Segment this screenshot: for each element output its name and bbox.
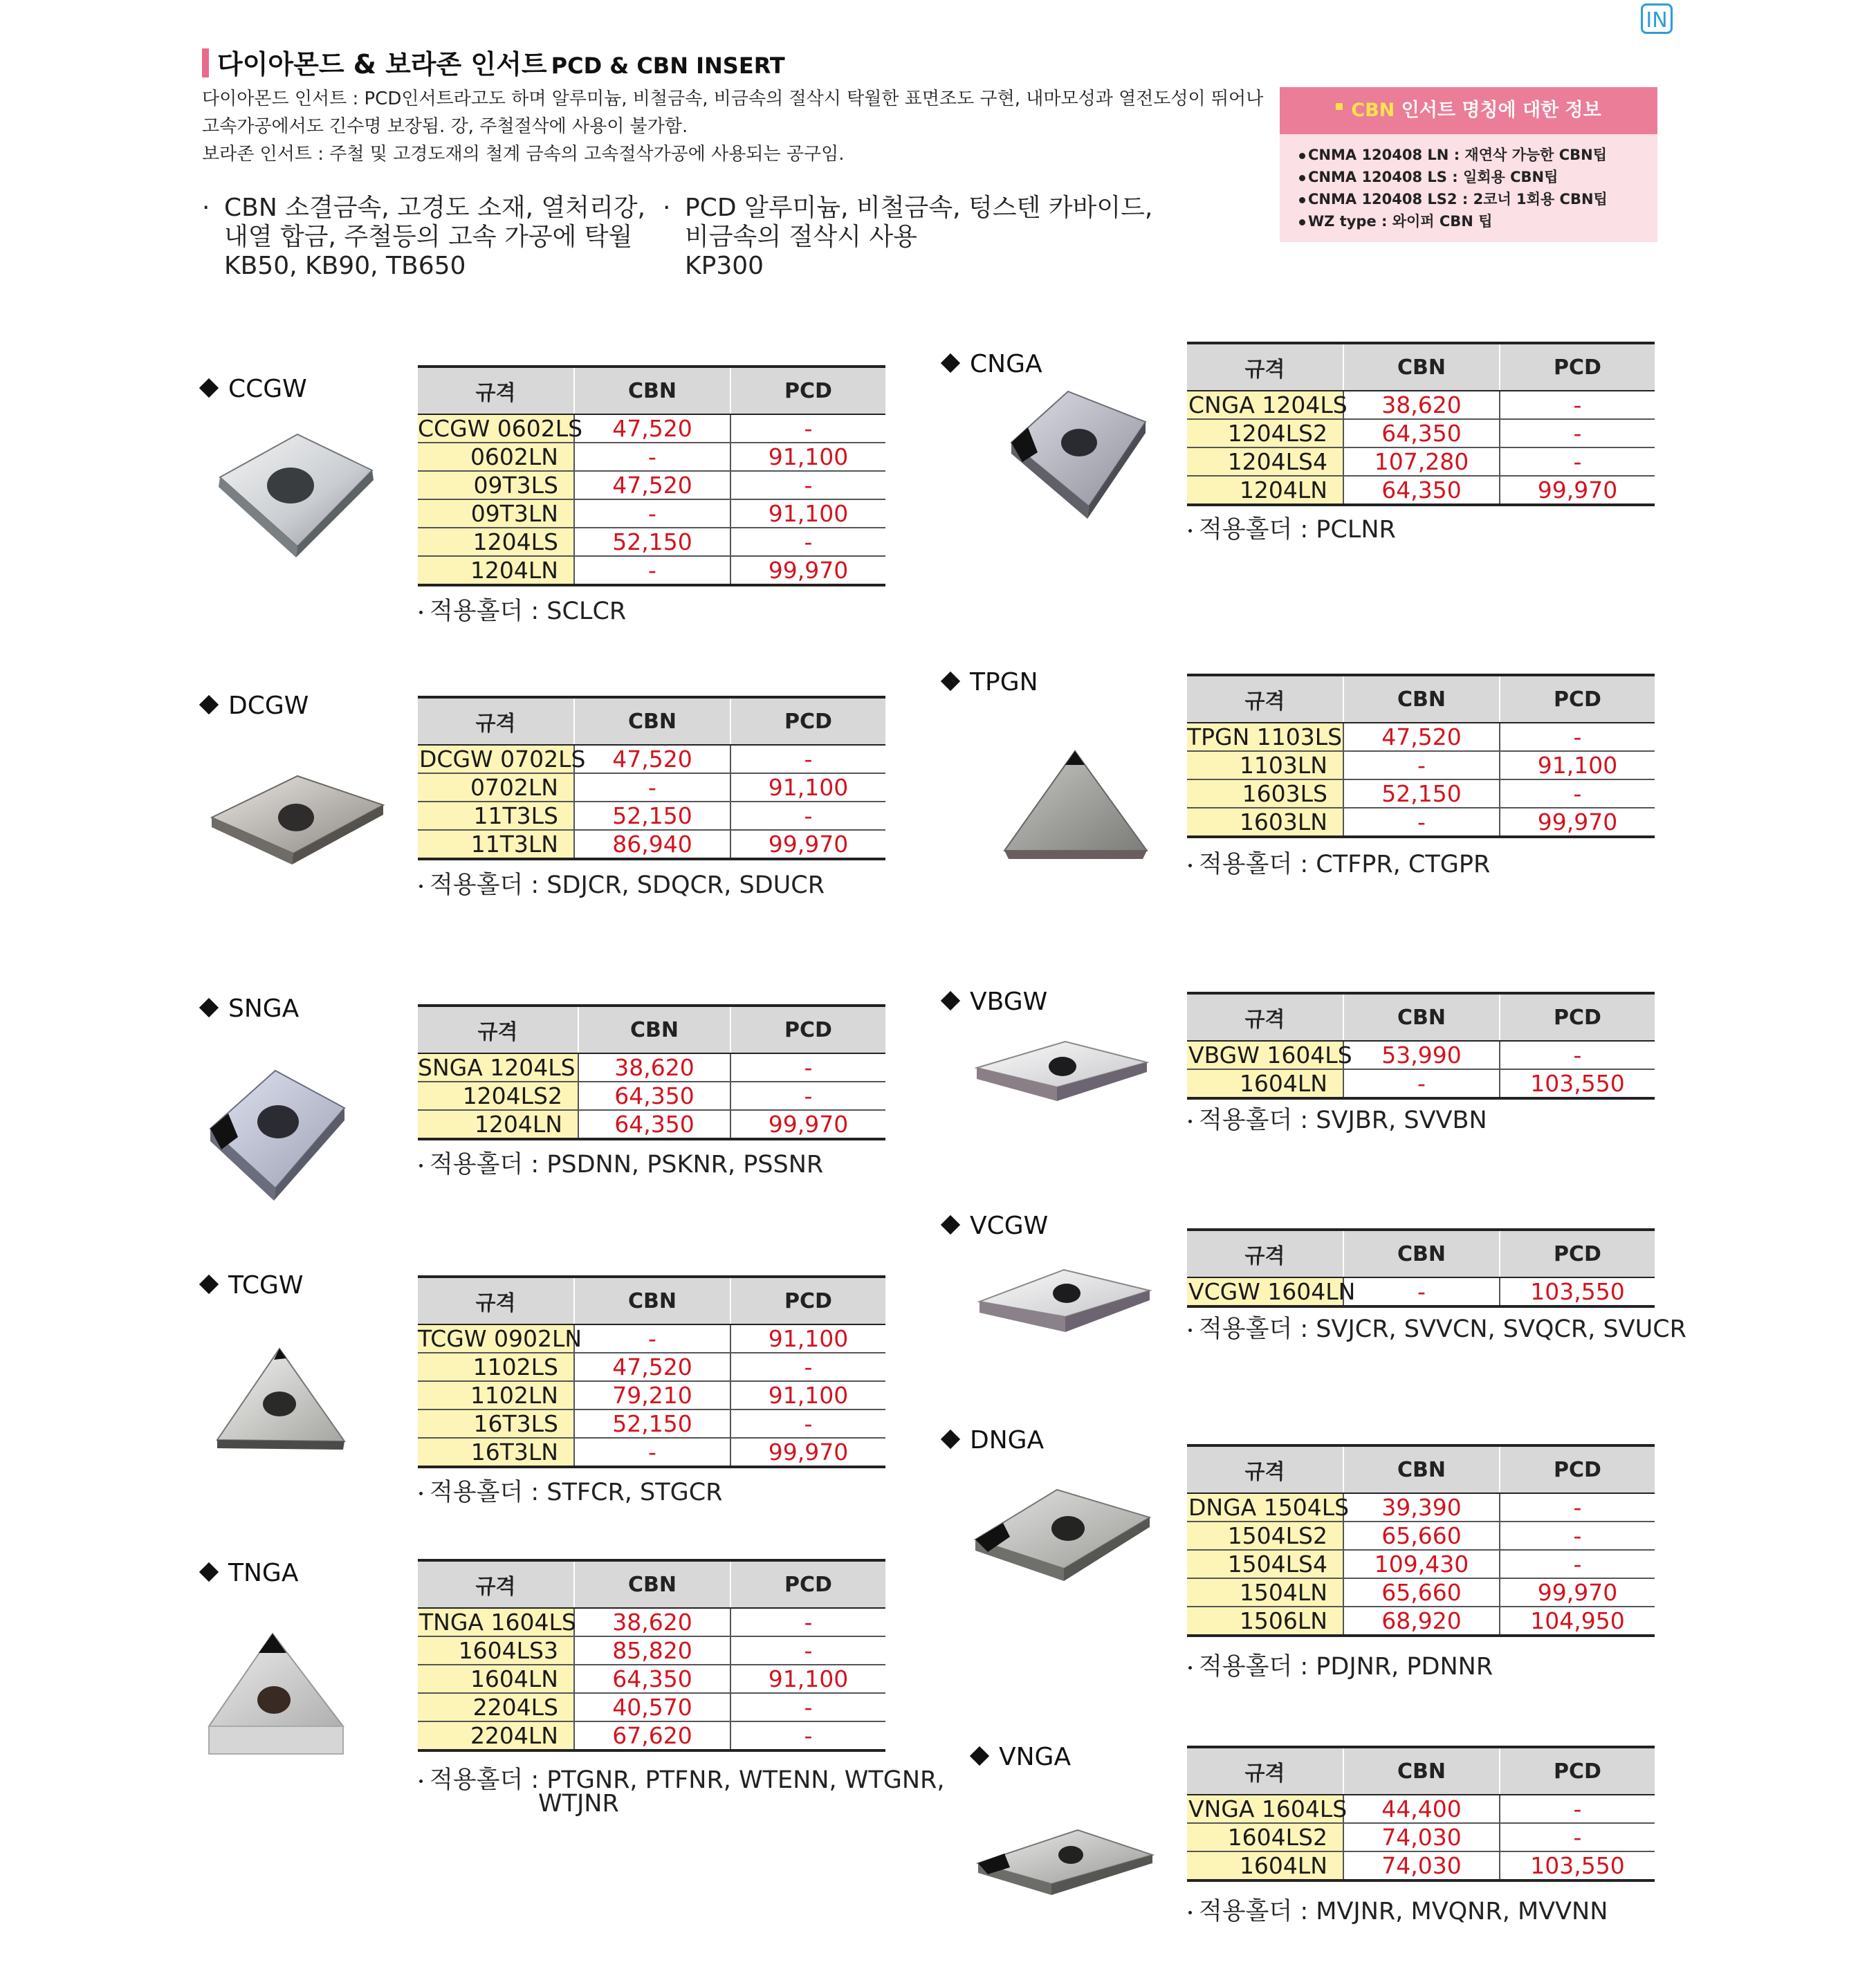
col-spec: 규격 <box>418 697 574 745</box>
col-pcd: PCD <box>1500 1230 1655 1277</box>
pcd-price: 91,100 <box>730 1324 885 1353</box>
pcd-price: - <box>1500 447 1655 476</box>
spec-cell: 1204LN <box>418 556 574 585</box>
cnga-insert-image <box>1007 387 1152 526</box>
table-row <box>1187 447 1655 476</box>
cbn-price: 52,150 <box>574 1409 730 1438</box>
spec-cell: 1204LN <box>418 1110 578 1139</box>
table-row <box>418 1082 885 1110</box>
section-title-tcgw: TCGW <box>198 1271 304 1300</box>
cbn-price: 40,570 <box>574 1693 730 1721</box>
col-cbn: CBN <box>1343 343 1500 391</box>
vcgw-insert-image <box>975 1266 1154 1339</box>
spec-cell: CCGW 0602LS <box>418 415 583 442</box>
spec-cell: 1504LS4 <box>1187 1550 1343 1578</box>
cbn-price: 74,030 <box>1343 1851 1500 1880</box>
spec-cell: 16T3LN <box>418 1438 574 1467</box>
section-title-dcgw: DCGW <box>198 692 309 720</box>
pcd-price: 99,970 <box>730 1110 885 1139</box>
table-row <box>418 528 885 556</box>
dcgw-holder-note: 적용홀더 : SDJCR, SDQCR, SDUCR <box>418 866 825 900</box>
spec-cell: 1102LS <box>418 1353 574 1381</box>
title-korean: 다이아몬드 & 보라존 인서트 <box>217 49 547 80</box>
cbn-naming-info-box <box>1280 87 1657 242</box>
pcd-price: - <box>730 1082 885 1110</box>
table-row <box>1187 723 1655 751</box>
section-title-vbgw: VBGW <box>939 988 1047 1016</box>
table-row <box>418 773 885 802</box>
cbn-price: 65,660 <box>1343 1578 1500 1607</box>
vbgw-price-table <box>1187 992 1655 1100</box>
cbn-price: 79,210 <box>574 1381 730 1409</box>
table-row <box>418 830 885 859</box>
pcd-price: - <box>730 802 885 830</box>
col-pcd: PCD <box>1500 1445 1655 1493</box>
cbn-price: 64,350 <box>578 1082 730 1110</box>
col-spec: 규격 <box>1187 675 1343 723</box>
vnga-price-table <box>1187 1746 1655 1882</box>
spec-cell: 0702LN <box>418 773 574 802</box>
cbn-price: 38,620 <box>1343 391 1500 419</box>
spec-cell: VNGA 1604LS <box>1188 1795 1348 1822</box>
col-cbn: CBN <box>578 1006 730 1053</box>
dnga-holder-note: 적용홀더 : PDJNR, PDNNR <box>1187 1647 1493 1682</box>
pcd-price: - <box>1500 1823 1655 1851</box>
pcd-price: - <box>730 1693 885 1721</box>
col-spec: 규격 <box>1187 343 1343 391</box>
cbn-price: 68,920 <box>1343 1607 1500 1636</box>
diamond-bullet-icon <box>199 378 219 398</box>
cbn-price: - <box>574 556 730 585</box>
bullet-icon <box>1299 153 1305 159</box>
col-cbn: CBN <box>1343 675 1500 723</box>
spec-cell: 1504LN <box>1187 1578 1343 1607</box>
table-row <box>418 1324 885 1353</box>
tpgn-holder-note: 적용홀더 : CTFPR, CTGPR <box>1187 845 1490 880</box>
col-spec: 규격 <box>418 1006 578 1053</box>
table-row <box>1187 779 1655 808</box>
pcd-price: 91,100 <box>1500 751 1655 779</box>
spec-cell: 1604LS3 <box>418 1636 574 1665</box>
cbn-price: 109,430 <box>1343 1550 1500 1578</box>
pcd-price: 91,100 <box>730 773 885 802</box>
dnga-insert-image <box>971 1484 1154 1588</box>
cbn-price: 53,990 <box>1343 1041 1500 1069</box>
bullet-icon <box>1188 1666 1192 1670</box>
bullet-icon <box>1188 1911 1192 1914</box>
spec-cell: 09T3LN <box>418 499 574 528</box>
pcd-price: - <box>730 414 885 443</box>
section-title-dnga: DNGA <box>939 1426 1044 1454</box>
pcd-price: - <box>1500 391 1655 419</box>
table-row <box>1187 1578 1655 1607</box>
bullet-dot: · <box>663 194 671 222</box>
vnga-insert-image <box>974 1826 1157 1902</box>
table-row <box>418 443 885 471</box>
snga-price-table <box>418 1004 885 1140</box>
diamond-bullet-icon <box>941 353 960 373</box>
spec-cell: 1204LN <box>1187 476 1343 505</box>
pcd-price: 91,100 <box>730 499 885 528</box>
table-row <box>1187 1550 1655 1578</box>
table-row <box>418 745 885 773</box>
col-pcd: PCD <box>730 1560 885 1608</box>
diamond-bullet-icon <box>970 1746 989 1766</box>
intro-line-1: 다이아몬드 인서트 : PCD인서트라고도 하며 알루미늄, 비철금속, 비금속의 절삭시 탁월한 표면조도 구현, 내마모성과 열전도성이 뛰어나 <box>202 89 1264 109</box>
cnga-holder-note: 적용홀더 : PCLNR <box>1187 510 1396 545</box>
snga-insert-image <box>206 1065 351 1210</box>
table-row <box>1187 1493 1655 1522</box>
spec-cell: CNGA 1204LS <box>1188 391 1348 418</box>
spec-cell: TPGN 1103LS <box>1187 723 1343 750</box>
table-row <box>1187 391 1655 419</box>
bullet-icon <box>1188 529 1192 533</box>
section-title-cnga: CNGA <box>939 350 1042 378</box>
table-row <box>418 1053 885 1082</box>
spec-cell: 1204LS2 <box>1187 419 1343 447</box>
cbn-bullet-line-1: CBN 소결금속, 고경도 소재, 열처리강, <box>224 194 645 222</box>
cbn-price: 107,280 <box>1343 447 1500 476</box>
section-title-tpgn: TPGN <box>939 668 1038 696</box>
pcd-bullet-line-1: PCD 알루미늄, 비철금속, 텅스텐 카바이드, <box>685 194 1153 222</box>
table-row <box>418 1636 885 1665</box>
spec-cell: 09T3LS <box>418 471 574 499</box>
intro-line-2: 고속가공에서도 긴수명 보장됨. 강, 주철절삭에 사용이 불가함. <box>202 116 688 137</box>
col-pcd: PCD <box>730 1006 885 1053</box>
pcd-bullet-line-2: 비금속의 절삭시 사용 <box>685 223 917 251</box>
table-row <box>1187 1069 1655 1098</box>
spec-cell: SNGA 1204LS <box>418 1053 578 1082</box>
cbn-price: 47,520 <box>574 414 730 443</box>
cbn-price: - <box>574 1324 730 1353</box>
pcd-price: 91,100 <box>730 1381 885 1409</box>
spec-cell: 1504LS2 <box>1187 1522 1343 1550</box>
spec-cell: 1204LS <box>418 528 574 556</box>
bullet-icon <box>419 885 423 888</box>
section-title-ccgw: CCGW <box>198 375 307 403</box>
table-row <box>418 471 885 499</box>
pcd-price: - <box>1500 1041 1655 1069</box>
col-pcd: PCD <box>730 1277 885 1324</box>
pcd-price: - <box>730 1636 885 1665</box>
pcd-price: - <box>730 745 885 773</box>
diamond-bullet-icon <box>941 1215 960 1235</box>
cbn-price: - <box>1343 751 1500 779</box>
index-badge: IN <box>1641 3 1673 34</box>
info-line: CNMA 120408 LN : 재연삭 가능한 CBN팁 <box>1299 144 1607 165</box>
spec-cell: 1604LN <box>418 1665 574 1693</box>
cbn-price: - <box>1343 1069 1500 1098</box>
ccgw-price-table <box>418 365 885 586</box>
col-cbn: CBN <box>1343 993 1500 1041</box>
cbn-price: 38,620 <box>574 1608 730 1636</box>
info-title-highlight: CBN <box>1351 100 1395 121</box>
pcd-price: - <box>730 1721 885 1750</box>
pcd-price: - <box>1500 1795 1655 1823</box>
pcd-price: - <box>730 1608 885 1636</box>
square-bullet-icon <box>1336 103 1343 110</box>
pcd-price: - <box>1500 419 1655 447</box>
col-pcd: PCD <box>1500 343 1655 391</box>
spec-cell: 1603LN <box>1187 808 1343 837</box>
col-cbn: CBN <box>574 697 730 745</box>
col-pcd: PCD <box>1500 1747 1655 1795</box>
spec-cell: 2204LS <box>418 1693 574 1721</box>
info-box-header <box>1280 87 1657 134</box>
col-spec: 규격 <box>418 1277 574 1324</box>
spec-cell: 1604LN <box>1187 1069 1343 1098</box>
col-cbn: CBN <box>574 1277 730 1324</box>
col-cbn: CBN <box>1343 1445 1500 1493</box>
spec-cell: 2204LN <box>418 1721 574 1750</box>
table-row <box>1187 1277 1655 1306</box>
info-line: WZ type : 와이퍼 CBN 팁 <box>1299 210 1492 231</box>
col-spec: 규격 <box>1187 1230 1343 1277</box>
page-title <box>217 43 785 81</box>
pcd-price: - <box>1500 1493 1655 1522</box>
cbn-price: 65,660 <box>1343 1522 1500 1550</box>
tpgn-price-table <box>1187 674 1655 838</box>
tcgw-insert-image <box>213 1344 351 1455</box>
pcd-price: - <box>1500 1522 1655 1550</box>
vnga-holder-note: 적용홀더 : MVJNR, MVQNR, MVVNN <box>1187 1892 1608 1927</box>
cbn-price: 47,520 <box>574 1353 730 1381</box>
intro-line-3: 보라존 인서트 : 주철 및 고경도재의 철계 금속의 고속절삭가공에 사용되는 공구임. <box>202 144 845 165</box>
spec-cell: 11T3LS <box>418 802 574 830</box>
table-row <box>418 414 885 443</box>
cbn-price: - <box>574 773 730 802</box>
cbn-price: 67,620 <box>574 1721 730 1750</box>
bullet-icon <box>419 1164 423 1167</box>
spec-cell: 0602LN <box>418 443 574 471</box>
pcd-price: - <box>730 1053 885 1082</box>
section-title-vnga: VNGA <box>968 1743 1071 1771</box>
cbn-price: 74,030 <box>1343 1823 1500 1851</box>
diamond-bullet-icon <box>199 695 219 714</box>
diamond-bullet-icon <box>199 998 219 1017</box>
table-row <box>418 1381 885 1409</box>
dcgw-insert-image <box>208 769 387 873</box>
table-row <box>418 802 885 830</box>
pcd-price: 91,100 <box>730 443 885 471</box>
cbn-bullet-line-3: KB50, KB90, TB650 <box>224 252 466 280</box>
cbn-price: 86,940 <box>574 830 730 859</box>
table-row <box>418 499 885 528</box>
pcd-price: 99,970 <box>730 1438 885 1467</box>
bullet-icon <box>419 1780 423 1783</box>
table-row <box>418 1438 885 1467</box>
spec-cell: TNGA 1604LS <box>419 1609 576 1636</box>
table-row <box>418 1353 885 1381</box>
table-row <box>418 1110 885 1139</box>
info-line: CNMA 120408 LS : 일회용 CBN팁 <box>1299 166 1558 187</box>
pcd-bullet-line-3: KP300 <box>685 252 764 280</box>
vbgw-insert-image <box>973 1037 1151 1109</box>
section-title-tnga: TNGA <box>198 1559 298 1587</box>
ccgw-holder-note: 적용홀더 : SCLCR <box>418 592 626 627</box>
section-title-snga: SNGA <box>198 995 299 1023</box>
col-spec: 규격 <box>418 1560 574 1608</box>
cbn-price: 39,390 <box>1343 1493 1500 1522</box>
vcgw-price-table <box>1187 1228 1655 1308</box>
table-row <box>1187 1823 1655 1851</box>
cbn-price: 47,520 <box>574 471 730 499</box>
tnga-price-table <box>418 1559 885 1752</box>
table-row <box>1187 808 1655 837</box>
cbn-price: 52,150 <box>574 528 730 556</box>
diamond-bullet-icon <box>199 1275 219 1294</box>
spec-cell: 1102LN <box>418 1381 574 1409</box>
cbn-price: - <box>574 443 730 471</box>
col-cbn: CBN <box>574 1560 730 1608</box>
col-pcd: PCD <box>730 697 885 745</box>
cnga-price-table <box>1187 342 1655 506</box>
spec-cell: 1603LS <box>1187 779 1343 808</box>
cbn-price: - <box>1343 1277 1500 1306</box>
table-row <box>1187 1795 1655 1823</box>
info-title-rest: 인서트 명칭에 대한 정보 <box>1395 100 1601 121</box>
spec-cell: 1103LN <box>1187 751 1343 779</box>
bullet-icon <box>1299 197 1305 203</box>
col-cbn: CBN <box>1343 1230 1500 1277</box>
title-english: PCD & CBN INSERT <box>551 53 785 79</box>
spec-cell: 1204LS4 <box>1187 447 1343 476</box>
pcd-price: - <box>730 1353 885 1381</box>
table-row <box>1187 1851 1655 1880</box>
diamond-bullet-icon <box>941 991 960 1010</box>
col-pcd: PCD <box>1500 993 1655 1041</box>
bullet-icon <box>419 1492 423 1495</box>
col-spec: 규격 <box>1187 1747 1343 1795</box>
table-row <box>1187 1607 1655 1636</box>
table-row <box>418 1693 885 1721</box>
pcd-price: - <box>730 1409 885 1438</box>
dcgw-price-table <box>418 696 885 860</box>
pcd-price: - <box>1500 1550 1655 1578</box>
pcd-price: 104,950 <box>1500 1607 1655 1636</box>
tcgw-holder-note: 적용홀더 : STFCR, STGCR <box>418 1473 723 1508</box>
table-row <box>1187 1041 1655 1069</box>
bullet-icon <box>1299 219 1305 225</box>
bullet-dot: · <box>202 194 210 222</box>
pcd-price: 103,550 <box>1500 1069 1655 1098</box>
vbgw-holder-note: 적용홀더 : SVJBR, SVVBN <box>1187 1101 1487 1136</box>
cbn-price: 64,350 <box>574 1665 730 1693</box>
bullet-icon <box>1188 1120 1192 1123</box>
spec-cell: DNGA 1504LS <box>1188 1494 1350 1521</box>
snga-holder-note: 적용홀더 : PSDNN, PSKNR, PSSNR <box>418 1145 823 1180</box>
pcd-price: - <box>1500 723 1655 751</box>
pcd-price: - <box>1500 779 1655 808</box>
table-row <box>418 1665 885 1693</box>
col-spec: 규격 <box>1187 1445 1343 1493</box>
section-title-vcgw: VCGW <box>939 1212 1048 1240</box>
tnga-holder-note: 적용홀더 : PTGNR, PTFNR, WTENN, WTGNR, <box>418 1761 944 1795</box>
table-row <box>1187 751 1655 779</box>
table-row <box>418 1608 885 1636</box>
cbn-price: 85,820 <box>574 1636 730 1665</box>
spec-cell: 16T3LS <box>418 1409 574 1438</box>
spec-cell: VBGW 1604LS <box>1188 1042 1352 1069</box>
col-pcd: PCD <box>1500 675 1655 723</box>
diamond-bullet-icon <box>941 1430 960 1449</box>
vcgw-holder-note: 적용홀더 : SVJCR, SVVCN, SVQCR, SVUCR <box>1187 1310 1686 1344</box>
tcgw-price-table <box>418 1275 885 1468</box>
ccgw-insert-image <box>214 429 380 560</box>
tpgn-insert-image <box>1000 747 1152 871</box>
info-line: CNMA 120408 LS2 : 2코너 1회용 CBN팁 <box>1299 188 1608 209</box>
cbn-price: - <box>1343 808 1500 837</box>
table-row <box>1187 476 1655 505</box>
pcd-price: 103,550 <box>1500 1277 1655 1306</box>
cbn-price: - <box>574 499 730 528</box>
table-row <box>418 1721 885 1750</box>
tnga-holder-note-cont: WTJNR <box>538 1790 619 1818</box>
cbn-price: 47,520 <box>574 745 730 773</box>
pcd-price: 99,970 <box>1500 808 1655 837</box>
bullet-icon <box>1299 175 1305 181</box>
cbn-price: 64,350 <box>1343 419 1500 447</box>
spec-cell: DCGW 0702LS <box>419 746 586 773</box>
tnga-insert-image <box>205 1629 350 1761</box>
cbn-price: 47,520 <box>1343 723 1500 751</box>
pcd-price: - <box>730 528 885 556</box>
spec-cell: 1204LS2 <box>418 1082 578 1110</box>
col-pcd: PCD <box>730 367 885 414</box>
cbn-price: 52,150 <box>574 802 730 830</box>
diamond-bullet-icon <box>199 1562 219 1582</box>
dnga-price-table <box>1187 1444 1655 1637</box>
spec-cell: 1604LN <box>1187 1851 1343 1880</box>
pcd-price: 103,550 <box>1500 1851 1655 1880</box>
col-spec: 규격 <box>1187 993 1343 1041</box>
table-row <box>1187 1522 1655 1550</box>
pcd-price: 99,970 <box>1500 1578 1655 1607</box>
table-row <box>418 556 885 585</box>
pcd-price: 99,970 <box>730 830 885 859</box>
title-accent-bar <box>202 48 209 77</box>
cbn-price: 44,400 <box>1343 1795 1500 1823</box>
spec-cell: 11T3LN <box>418 830 574 859</box>
bullet-icon <box>1188 864 1192 867</box>
pcd-price: 91,100 <box>730 1665 885 1693</box>
spec-cell: 1506LN <box>1187 1607 1343 1636</box>
bullet-icon <box>419 611 423 614</box>
cbn-price: 52,150 <box>1343 779 1500 808</box>
cbn-price: - <box>574 1438 730 1467</box>
col-cbn: CBN <box>574 367 730 414</box>
pcd-price: - <box>730 471 885 499</box>
col-spec: 규격 <box>418 367 574 414</box>
bullet-icon <box>1188 1329 1192 1332</box>
cbn-price: 38,620 <box>578 1053 730 1082</box>
spec-cell: VCGW 1604LN <box>1188 1278 1356 1305</box>
cbn-price: 64,350 <box>578 1110 730 1139</box>
cbn-bullet-line-2: 내열 합금, 주철등의 고속 가공에 탁월 <box>224 223 633 251</box>
cbn-price: 64,350 <box>1343 476 1500 505</box>
pcd-price: 99,970 <box>1500 476 1655 505</box>
spec-cell: 1604LS2 <box>1187 1823 1343 1851</box>
col-cbn: CBN <box>1343 1747 1500 1795</box>
diamond-bullet-icon <box>941 672 960 691</box>
spec-cell: TCGW 0902LN <box>418 1325 582 1352</box>
table-row <box>418 1409 885 1438</box>
pcd-price: 99,970 <box>730 556 885 585</box>
table-row <box>1187 419 1655 447</box>
